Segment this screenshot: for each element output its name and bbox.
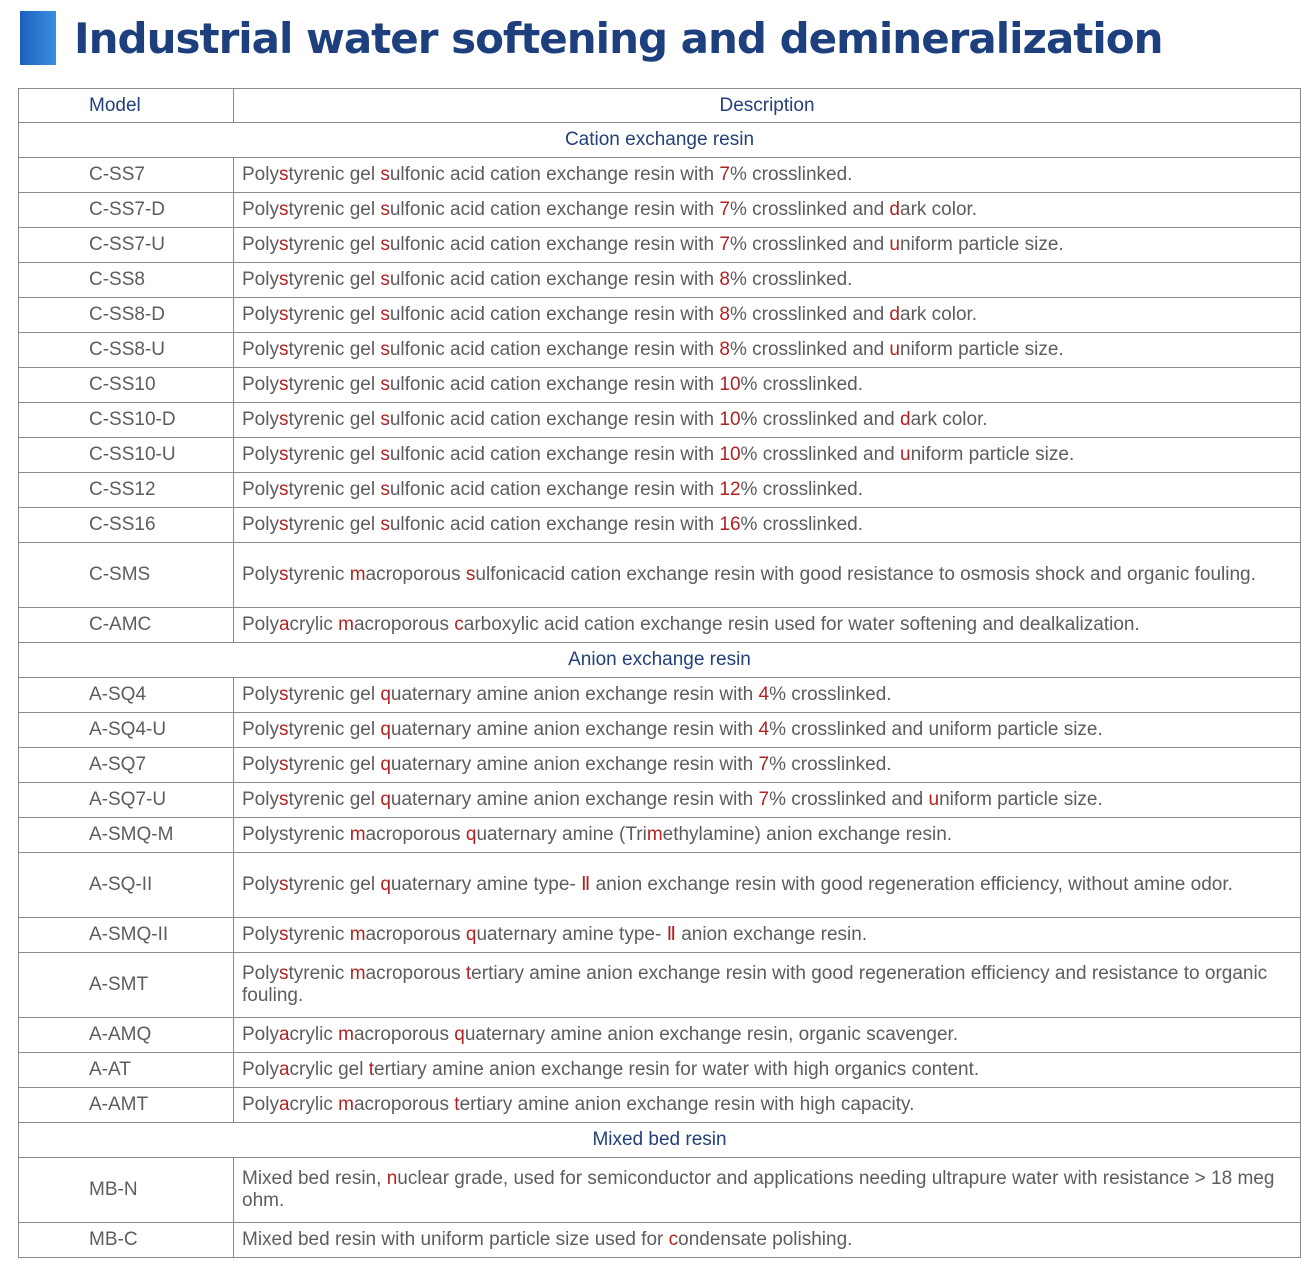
model-cell: A-SQ4-U bbox=[19, 713, 234, 748]
header-model: Model bbox=[19, 89, 234, 123]
table-row bbox=[19, 953, 1301, 1018]
description-cell bbox=[234, 473, 1301, 508]
highlight-letter: a bbox=[278, 1093, 290, 1115]
highlight-letter: s bbox=[278, 962, 289, 984]
description-cell bbox=[234, 783, 1301, 818]
description-text: Poly bbox=[242, 1058, 279, 1080]
description-text: Poly bbox=[242, 373, 279, 395]
highlight-letter: 8 bbox=[719, 303, 730, 325]
description-cell bbox=[234, 298, 1301, 333]
model-cell: A-SQ7-U bbox=[19, 783, 234, 818]
description-cell bbox=[234, 263, 1301, 298]
table-row bbox=[19, 818, 1301, 853]
highlight-letter: s bbox=[278, 923, 289, 945]
description-cell bbox=[234, 1018, 1301, 1053]
section-row bbox=[19, 643, 1301, 678]
description-text: ulfonic acid cation exchange resin with bbox=[389, 443, 720, 465]
description-text: acroporous bbox=[365, 962, 466, 984]
description-cell bbox=[234, 953, 1301, 1018]
section-row bbox=[19, 123, 1301, 158]
description-text: uaternary amine type- bbox=[390, 873, 582, 895]
description-cell bbox=[234, 608, 1301, 643]
highlight-letter: m bbox=[338, 1093, 354, 1115]
highlight-letter: a bbox=[278, 613, 290, 635]
description-text: tyrenic gel bbox=[288, 718, 381, 740]
description-text: ulfonic acid cation exchange resin with bbox=[389, 233, 720, 255]
model-cell: MB-C bbox=[19, 1223, 234, 1258]
highlight-letter: m bbox=[349, 563, 366, 585]
model-cell: A-SMT bbox=[19, 953, 234, 1018]
highlight-letter: s bbox=[380, 513, 390, 535]
description-text: % crosslinked and uniform particle size. bbox=[769, 718, 1103, 740]
description-text: tyrenic gel bbox=[288, 788, 381, 810]
description-text: % crosslinked. bbox=[769, 753, 892, 775]
highlight-letter: q bbox=[380, 683, 391, 705]
description-text: crylic bbox=[289, 613, 339, 635]
highlight-letter: Ⅱ bbox=[666, 923, 676, 945]
table-body bbox=[19, 123, 1301, 1258]
model-cell: A-AMQ bbox=[19, 1018, 234, 1053]
highlight-letter: s bbox=[278, 408, 289, 430]
highlight-letter: q bbox=[454, 1023, 465, 1045]
description-text: % crosslinked and bbox=[740, 408, 900, 430]
description-text: Poly bbox=[242, 163, 279, 185]
description-cell bbox=[234, 918, 1301, 953]
description-cell bbox=[234, 193, 1301, 228]
table-row bbox=[19, 473, 1301, 508]
description-text: tyrenic gel bbox=[288, 268, 381, 290]
model-cell: A-SMQ-II bbox=[19, 918, 234, 953]
description-text: % crosslinked and bbox=[729, 303, 890, 325]
description-text: Poly bbox=[242, 613, 279, 635]
highlight-letter: 7 bbox=[719, 233, 730, 255]
description-cell bbox=[234, 508, 1301, 543]
description-text: Poly bbox=[242, 268, 279, 290]
description-text: uaternary amine anion exchange resin with bbox=[390, 753, 759, 775]
description-text: tyrenic gel bbox=[288, 198, 381, 220]
description-text: % crosslinked. bbox=[740, 513, 864, 535]
highlight-letter: u bbox=[889, 338, 900, 360]
description-text: anion exchange resin with good regeneration efficiency, without amine odor. bbox=[590, 873, 1233, 895]
title-marker bbox=[20, 11, 56, 65]
highlight-letter: m bbox=[349, 962, 366, 984]
highlight-letter: s bbox=[278, 233, 289, 255]
description-text: Mixed bed resin, bbox=[242, 1167, 387, 1189]
description-cell bbox=[234, 438, 1301, 473]
description-text: niform particle size. bbox=[910, 443, 1075, 465]
section-row bbox=[19, 1123, 1301, 1158]
highlight-letter: s bbox=[380, 303, 390, 325]
description-text: anion exchange resin. bbox=[675, 923, 868, 945]
highlight-letter: s bbox=[380, 373, 390, 395]
model-cell: A-AT bbox=[19, 1053, 234, 1088]
description-text: niform particle size. bbox=[900, 233, 1064, 255]
highlight-letter: 10 bbox=[719, 373, 741, 395]
description-cell bbox=[234, 1158, 1301, 1223]
description-text: tyrenic gel bbox=[288, 753, 381, 775]
description-cell bbox=[234, 543, 1301, 608]
description-text: ulfonic acid cation exchange resin with bbox=[389, 268, 720, 290]
model-cell: A-SQ7 bbox=[19, 748, 234, 783]
description-text: ondensate polishing. bbox=[678, 1228, 853, 1250]
description-text: uaternary amine anion exchange resin with bbox=[390, 718, 759, 740]
table-row bbox=[19, 543, 1301, 608]
description-text: crylic bbox=[289, 1093, 339, 1115]
model-cell: MB-N bbox=[19, 1158, 234, 1223]
table-row bbox=[19, 158, 1301, 193]
highlight-letter: s bbox=[380, 443, 390, 465]
description-cell bbox=[234, 1223, 1301, 1258]
highlight-letter: 7 bbox=[758, 788, 770, 810]
highlight-letter: s bbox=[278, 268, 289, 290]
table-row bbox=[19, 403, 1301, 438]
description-text: ark color. bbox=[900, 303, 978, 325]
description-text: ulfonic acid cation exchange resin with bbox=[389, 163, 720, 185]
description-text: Poly bbox=[242, 443, 279, 465]
highlight-letter: s bbox=[278, 373, 289, 395]
description-text: tyrenic bbox=[288, 923, 350, 945]
highlight-letter: m bbox=[349, 923, 366, 945]
highlight-letter: n bbox=[386, 1167, 398, 1189]
highlight-letter: s bbox=[278, 198, 289, 220]
highlight-letter: s bbox=[278, 718, 289, 740]
table-row bbox=[19, 748, 1301, 783]
description-text: % crosslinked. bbox=[729, 268, 853, 290]
description-text: tyrenic bbox=[288, 962, 350, 984]
model-cell: A-AMT bbox=[19, 1088, 234, 1123]
description-cell bbox=[234, 333, 1301, 368]
description-text: tyrenic gel bbox=[288, 513, 381, 535]
highlight-letter: 4 bbox=[758, 718, 770, 740]
description-text: niform particle size. bbox=[939, 788, 1103, 810]
table-row bbox=[19, 713, 1301, 748]
table-row bbox=[19, 1053, 1301, 1088]
highlight-letter: s bbox=[465, 563, 476, 585]
description-text: Poly bbox=[242, 788, 279, 810]
highlight-letter: 12 bbox=[719, 478, 741, 500]
description-text: tyrenic gel bbox=[288, 163, 381, 185]
description-text: % crosslinked and bbox=[729, 198, 890, 220]
highlight-letter: s bbox=[278, 513, 289, 535]
highlight-letter: q bbox=[465, 923, 477, 945]
table-row bbox=[19, 678, 1301, 713]
description-text: Poly bbox=[242, 753, 279, 775]
description-text: crylic gel bbox=[289, 1058, 369, 1080]
table-row bbox=[19, 508, 1301, 543]
description-text: Poly bbox=[242, 683, 279, 705]
highlight-letter: u bbox=[889, 233, 900, 255]
highlight-letter: 7 bbox=[758, 753, 770, 775]
description-text: Mixed bed resin with uniform particle size used for bbox=[242, 1228, 669, 1250]
description-cell bbox=[234, 853, 1301, 918]
highlight-letter: 16 bbox=[719, 513, 741, 535]
highlight-letter: t bbox=[465, 962, 472, 984]
description-text: % crosslinked. bbox=[740, 478, 864, 500]
description-text: % crosslinked. bbox=[729, 163, 853, 185]
highlight-letter: a bbox=[278, 1058, 290, 1080]
highlight-letter: c bbox=[454, 613, 464, 635]
model-cell: C-SS12 bbox=[19, 473, 234, 508]
highlight-letter: q bbox=[380, 718, 391, 740]
model-cell: C-SS7-D bbox=[19, 193, 234, 228]
description-text: uaternary amine type- bbox=[476, 923, 667, 945]
highlight-letter: 10 bbox=[719, 408, 741, 430]
page-title: Industrial water softening and demineralization bbox=[74, 13, 1163, 63]
highlight-letter: q bbox=[380, 873, 391, 895]
description-text: Poly bbox=[242, 1023, 279, 1045]
highlight-letter: 8 bbox=[719, 268, 730, 290]
description-text: ulfonic acid cation exchange resin with bbox=[389, 373, 720, 395]
table-header-row bbox=[19, 89, 1301, 123]
description-text: ark color. bbox=[900, 198, 978, 220]
description-text: % crosslinked and bbox=[740, 443, 900, 465]
description-text: % crosslinked and bbox=[729, 233, 890, 255]
highlight-letter: s bbox=[278, 563, 289, 585]
table-row bbox=[19, 228, 1301, 263]
description-text: Polystyrenic bbox=[242, 823, 350, 845]
model-cell: C-SS10-D bbox=[19, 403, 234, 438]
highlight-letter: 7 bbox=[719, 163, 730, 185]
highlight-letter: t bbox=[454, 1093, 460, 1115]
description-text: Poly bbox=[242, 478, 279, 500]
highlight-letter: u bbox=[899, 443, 911, 465]
highlight-letter: 7 bbox=[719, 198, 730, 220]
table-row bbox=[19, 1158, 1301, 1223]
description-text: tyrenic gel bbox=[288, 338, 381, 360]
description-text: ertiary amine anion exchange resin with good regeneration efficiency and resistance to organic fouling. bbox=[242, 962, 1268, 1006]
highlight-letter: s bbox=[380, 268, 390, 290]
highlight-letter: d bbox=[889, 303, 900, 325]
description-text: niform particle size. bbox=[900, 338, 1064, 360]
highlight-letter: s bbox=[380, 338, 390, 360]
highlight-letter: m bbox=[646, 823, 663, 845]
description-text: % crosslinked. bbox=[769, 683, 892, 705]
section-title: Cation exchange resin bbox=[19, 123, 1301, 158]
description-cell bbox=[234, 158, 1301, 193]
description-text: % crosslinked. bbox=[740, 373, 864, 395]
description-text: Poly bbox=[242, 233, 279, 255]
description-text: % crosslinked and bbox=[729, 338, 890, 360]
table-row bbox=[19, 193, 1301, 228]
description-text: tyrenic gel bbox=[288, 683, 381, 705]
highlight-letter: m bbox=[338, 1023, 354, 1045]
description-text: tyrenic gel bbox=[288, 303, 381, 325]
highlight-letter: u bbox=[928, 788, 940, 810]
description-cell bbox=[234, 228, 1301, 263]
description-cell bbox=[234, 1088, 1301, 1123]
description-text: tyrenic gel bbox=[288, 478, 381, 500]
description-cell bbox=[234, 403, 1301, 438]
highlight-letter: s bbox=[278, 303, 289, 325]
description-text: crylic bbox=[289, 1023, 339, 1045]
description-text: Poly bbox=[242, 873, 279, 895]
description-cell bbox=[234, 713, 1301, 748]
highlight-letter: s bbox=[278, 683, 289, 705]
model-cell: C-AMC bbox=[19, 608, 234, 643]
description-text: arboxylic acid cation exchange resin used for water softening and dealkalization. bbox=[463, 613, 1140, 635]
description-text: ethylamine) anion exchange resin. bbox=[662, 823, 953, 845]
description-text: uaternary amine anion exchange resin with bbox=[390, 788, 759, 810]
description-text: tyrenic gel bbox=[288, 873, 381, 895]
description-cell bbox=[234, 818, 1301, 853]
highlight-letter: s bbox=[380, 408, 390, 430]
description-text: Poly bbox=[242, 923, 279, 945]
description-text: Poly bbox=[242, 513, 279, 535]
description-text: % crosslinked and bbox=[769, 788, 929, 810]
model-cell: A-SQ4 bbox=[19, 678, 234, 713]
description-text: ulfonic acid cation exchange resin with bbox=[389, 338, 720, 360]
highlight-letter: s bbox=[278, 788, 289, 810]
highlight-letter: s bbox=[380, 198, 390, 220]
model-cell: C-SS7-U bbox=[19, 228, 234, 263]
description-text: Poly bbox=[242, 408, 279, 430]
highlight-letter: 8 bbox=[719, 338, 730, 360]
description-text: acroporous bbox=[365, 923, 466, 945]
model-cell: C-SS8 bbox=[19, 263, 234, 298]
model-cell: C-SS7 bbox=[19, 158, 234, 193]
table-row bbox=[19, 853, 1301, 918]
description-text: Poly bbox=[242, 718, 279, 740]
description-text: Poly bbox=[242, 563, 279, 585]
description-text: Poly bbox=[242, 303, 279, 325]
table-row bbox=[19, 1223, 1301, 1258]
description-text: ulfonic acid cation exchange resin with bbox=[389, 198, 720, 220]
description-text: Poly bbox=[242, 338, 279, 360]
section-title: Mixed bed resin bbox=[19, 1123, 1301, 1158]
description-text: uaternary amine anion exchange resin, organic scavenger. bbox=[464, 1023, 959, 1045]
highlight-letter: q bbox=[380, 753, 391, 775]
highlight-letter: q bbox=[380, 788, 391, 810]
highlight-letter: d bbox=[899, 408, 911, 430]
highlight-letter: a bbox=[278, 1023, 290, 1045]
description-text: acroporous bbox=[365, 823, 466, 845]
highlight-letter: s bbox=[380, 478, 390, 500]
table-row bbox=[19, 333, 1301, 368]
description-cell bbox=[234, 678, 1301, 713]
description-text: acroporous bbox=[353, 1023, 455, 1045]
description-text: tyrenic gel bbox=[288, 233, 381, 255]
highlight-letter: Ⅱ bbox=[581, 873, 591, 895]
description-text: Poly bbox=[242, 962, 279, 984]
description-text: Poly bbox=[242, 198, 279, 220]
description-text: ulfonic acid cation exchange resin with bbox=[389, 303, 720, 325]
highlight-letter: d bbox=[889, 198, 900, 220]
highlight-letter: t bbox=[368, 1058, 375, 1080]
highlight-letter: m bbox=[349, 823, 366, 845]
table-row bbox=[19, 298, 1301, 333]
description-text: acroporous bbox=[353, 613, 455, 635]
table-row bbox=[19, 263, 1301, 298]
description-text: acroporous bbox=[353, 1093, 455, 1115]
highlight-letter: s bbox=[380, 233, 390, 255]
model-cell: C-SS8-U bbox=[19, 333, 234, 368]
description-text: tyrenic bbox=[288, 563, 350, 585]
table-row bbox=[19, 368, 1301, 403]
description-cell bbox=[234, 748, 1301, 783]
description-cell bbox=[234, 368, 1301, 403]
table-row bbox=[19, 918, 1301, 953]
highlight-letter: 10 bbox=[719, 443, 741, 465]
highlight-letter: c bbox=[668, 1228, 679, 1250]
model-cell: A-SMQ-M bbox=[19, 818, 234, 853]
description-cell bbox=[234, 1053, 1301, 1088]
description-text: tyrenic gel bbox=[288, 408, 381, 430]
description-text: ulfonic acid cation exchange resin with bbox=[389, 478, 720, 500]
description-text: acroporous bbox=[365, 563, 466, 585]
highlight-letter: s bbox=[278, 753, 289, 775]
resin-table bbox=[18, 88, 1301, 1258]
description-text: uclear grade, used for semiconductor and applications needing ultrapure water with resistance > 18 meg ohm. bbox=[242, 1167, 1275, 1211]
table-row bbox=[19, 1088, 1301, 1123]
description-text: Poly bbox=[242, 1093, 279, 1115]
highlight-letter: s bbox=[278, 163, 289, 185]
highlight-letter: s bbox=[278, 443, 289, 465]
description-text: ulfonic acid cation exchange resin with bbox=[389, 513, 720, 535]
description-text: ertiary amine anion exchange resin with high capacity. bbox=[459, 1093, 915, 1115]
description-text: ulfonicacid cation exchange resin with good resistance to osmosis shock and organic fouling. bbox=[475, 563, 1256, 585]
description-text: ertiary amine anion exchange resin for water with high organics content. bbox=[374, 1058, 980, 1080]
highlight-letter: s bbox=[278, 873, 289, 895]
description-text: ark color. bbox=[910, 408, 988, 430]
table-row bbox=[19, 608, 1301, 643]
description-text: ulfonic acid cation exchange resin with bbox=[389, 408, 720, 430]
model-cell: C-SMS bbox=[19, 543, 234, 608]
description-text: tyrenic gel bbox=[288, 373, 381, 395]
model-cell: C-SS10-U bbox=[19, 438, 234, 473]
highlight-letter: s bbox=[278, 338, 289, 360]
table-row bbox=[19, 783, 1301, 818]
highlight-letter: m bbox=[338, 613, 354, 635]
title-bar bbox=[20, 10, 1163, 66]
highlight-letter: q bbox=[465, 823, 477, 845]
model-cell: C-SS10 bbox=[19, 368, 234, 403]
highlight-letter: s bbox=[380, 163, 390, 185]
table-row bbox=[19, 438, 1301, 473]
description-text: tyrenic gel bbox=[288, 443, 381, 465]
description-text: uaternary amine (Tri bbox=[476, 823, 647, 845]
model-cell: C-SS8-D bbox=[19, 298, 234, 333]
table-row bbox=[19, 1018, 1301, 1053]
model-cell: C-SS16 bbox=[19, 508, 234, 543]
model-cell: A-SQ-II bbox=[19, 853, 234, 918]
header-description: Description bbox=[234, 89, 1301, 123]
highlight-letter: 4 bbox=[758, 683, 770, 705]
highlight-letter: s bbox=[278, 478, 289, 500]
section-title: Anion exchange resin bbox=[19, 643, 1301, 678]
description-text: uaternary amine anion exchange resin with bbox=[390, 683, 759, 705]
